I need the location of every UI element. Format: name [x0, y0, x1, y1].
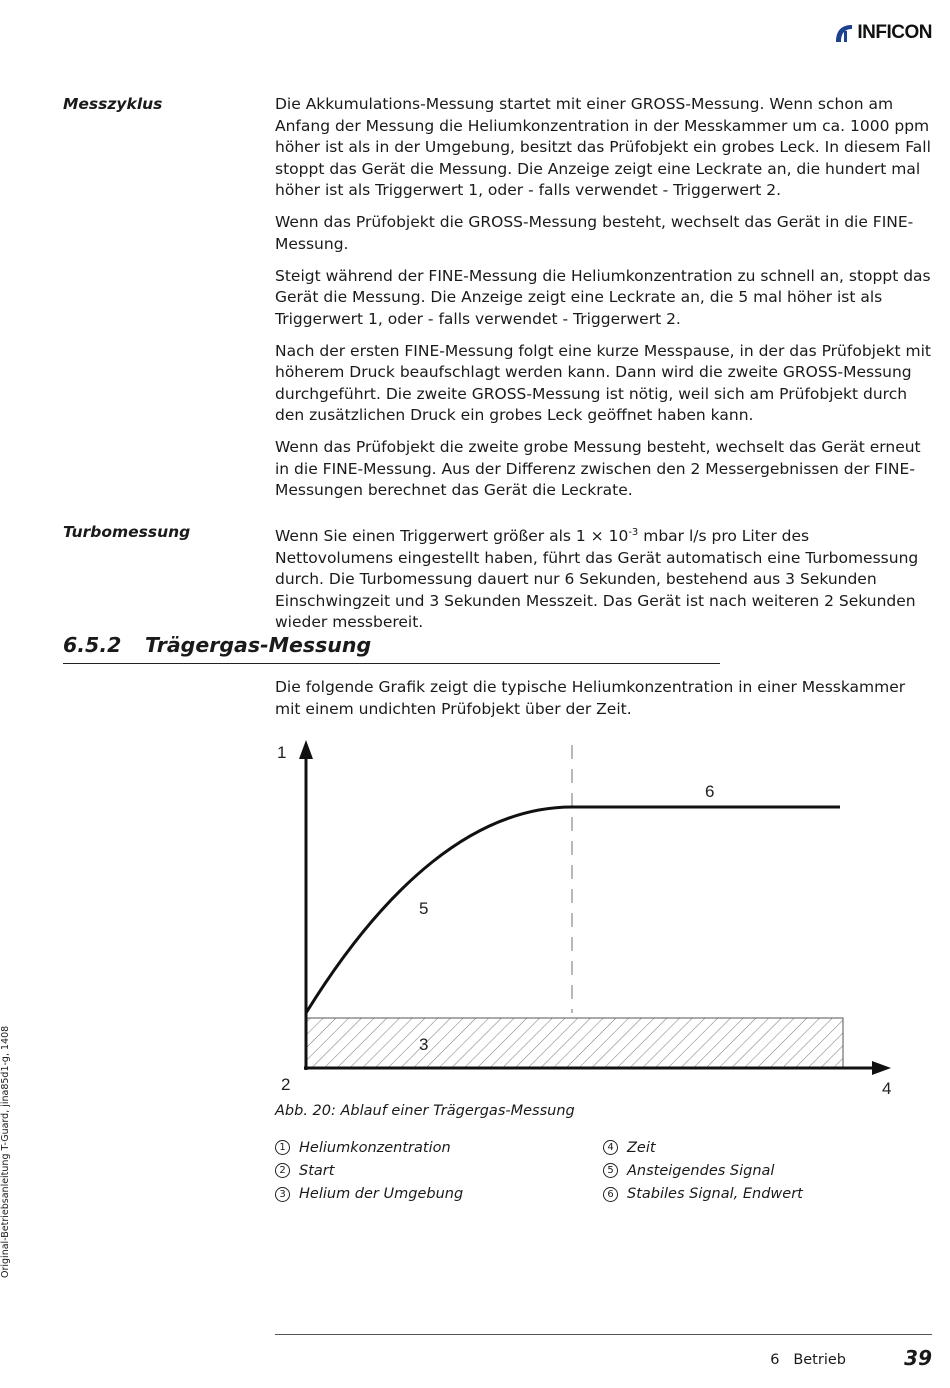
figure-caption: Abb. 20: Ablauf einer Trägergas-Messung: [275, 1103, 575, 1119]
traegergas-diagram: [275, 735, 915, 1105]
legend-text: Start: [299, 1162, 335, 1179]
legend-number: 2: [275, 1163, 290, 1178]
y-axis-arrow: [299, 740, 313, 759]
paragraph: Steigt während der FINE-Messung die Heliumkonzentration zu schnell an, stoppt das Gerät die Messung. Die Anzeige zeigt eine Leckrate an, die 5 mal höher ist als Triggerwert 1, oder - falls verwendet - Triggerwert 2.: [275, 266, 931, 328]
turbo-text-before: Wenn Sie einen Triggerwert größer als 1 × 10: [275, 527, 629, 546]
legend-item: [603, 1159, 803, 1182]
legend-number: 4: [603, 1140, 618, 1155]
legend-text: Heliumkonzentration: [299, 1139, 451, 1156]
messzyklus-body: [275, 94, 932, 512]
legend-item: [603, 1183, 803, 1206]
section-heading: [63, 633, 720, 664]
label-1: 1: [277, 743, 287, 762]
legend-text: Stabiles Signal, Endwert: [627, 1186, 803, 1203]
paragraph: [275, 522, 932, 634]
label-2: 2: [281, 1075, 291, 1094]
legend-left: [275, 1136, 463, 1206]
legend-text: Helium der Umgebung: [299, 1186, 464, 1203]
traegergas-intro: [275, 677, 932, 731]
legend-right: [603, 1136, 803, 1206]
label-4: 4: [882, 1079, 892, 1098]
label-6: 6: [705, 782, 715, 801]
label-5: 5: [419, 899, 429, 918]
legend-number: 3: [275, 1187, 290, 1202]
footer-section: 6 Betrieb: [770, 1352, 846, 1368]
messzyklus-label: Messzyklus: [63, 95, 163, 113]
turbo-exponent: -3: [628, 527, 639, 538]
label-3: 3: [419, 1035, 429, 1054]
turbomessung-label: Turbomessung: [63, 523, 191, 541]
paragraph: Wenn das Prüfobjekt die GROSS-Messung besteht, wechselt das Gerät in die FINE-Messung.: [275, 213, 914, 253]
page-number: 39: [904, 1346, 932, 1370]
legend-number: 1: [275, 1140, 290, 1155]
paragraph: Wenn das Prüfobjekt die zweite grobe Messung besteht, wechselt das Gerät erneut in die FINE-Messung. Aus der Differenz zwischen den 2 Messergebnissen der FINE-Messungen berechnet das Gerät die Leckrate.: [275, 438, 921, 499]
legend-item: [603, 1136, 803, 1159]
turbo-text-after: mbar l/s pro Liter des Nettovolumens eingestellt haben, führt das Gerät automatisch eine Turbomessung durch. Die Turbomessung dauert nur 6 Sekunden, bestehend aus 3 Sekunden Einschwingzeit und 3 Sekunden Messzeit. Das Gerät ist nach weiteren 2 Sekunden wieder messbereit.: [275, 527, 919, 632]
ambient-helium-area: [306, 1018, 843, 1068]
legend-text: Zeit: [627, 1139, 656, 1156]
document-id-vertical: Original-Betriebsanleitung T-Guard, jina85d1-g, 1408: [0, 1025, 11, 1278]
turbomessung-body: [275, 522, 932, 644]
section-number: 6.5.2: [63, 633, 122, 657]
footer-divider: [275, 1334, 932, 1335]
legend-item: [275, 1183, 463, 1206]
legend-item: [275, 1159, 463, 1182]
section-title: Trägergas-Messung: [145, 633, 372, 657]
rising-signal-curve: [306, 807, 572, 1013]
paragraph: Die folgende Grafik zeigt die typische Heliumkonzentration in einer Messkammer mit einem undichten Prüfobjekt über der Zeit.: [275, 678, 906, 718]
legend-item: [275, 1136, 463, 1159]
legend-number: 6: [603, 1187, 618, 1202]
inficon-logo: [833, 22, 932, 44]
logo-text: INFICON: [857, 22, 932, 43]
inficon-logo-icon: [833, 22, 855, 44]
x-axis-arrow: [872, 1061, 891, 1075]
paragraph: Nach der ersten FINE-Messung folgt eine kurze Messpause, in der das Prüfobjekt mit höherem Druck beaufschlagt werden kann. Dann wird die zweite GROSS-Messung durchgeführt. Die zweite GROSS-Messung ist nötig, weil sich am Prüfobjekt durch den zusätzlichen Druck ein grobes Leck geöffnet haben kann.: [275, 341, 931, 424]
legend-number: 5: [603, 1163, 618, 1178]
paragraph: Die Akkumulations-Messung startet mit einer GROSS-Messung. Wenn schon am Anfang der Messung die Heliumkonzentration in der Messkammer um ca. 1000 ppm höher ist als in der Umgebung, besitzt das Prüfobjekt ein grobes Leck. In diesem Fall stoppt das Gerät die Messung. Die Anzeige zeigt eine Leckrate an, die hundert mal höher ist als Triggerwert 1, oder - falls verwendet - Triggerwert 2.: [275, 95, 931, 199]
legend-text: Ansteigendes Signal: [627, 1162, 775, 1179]
